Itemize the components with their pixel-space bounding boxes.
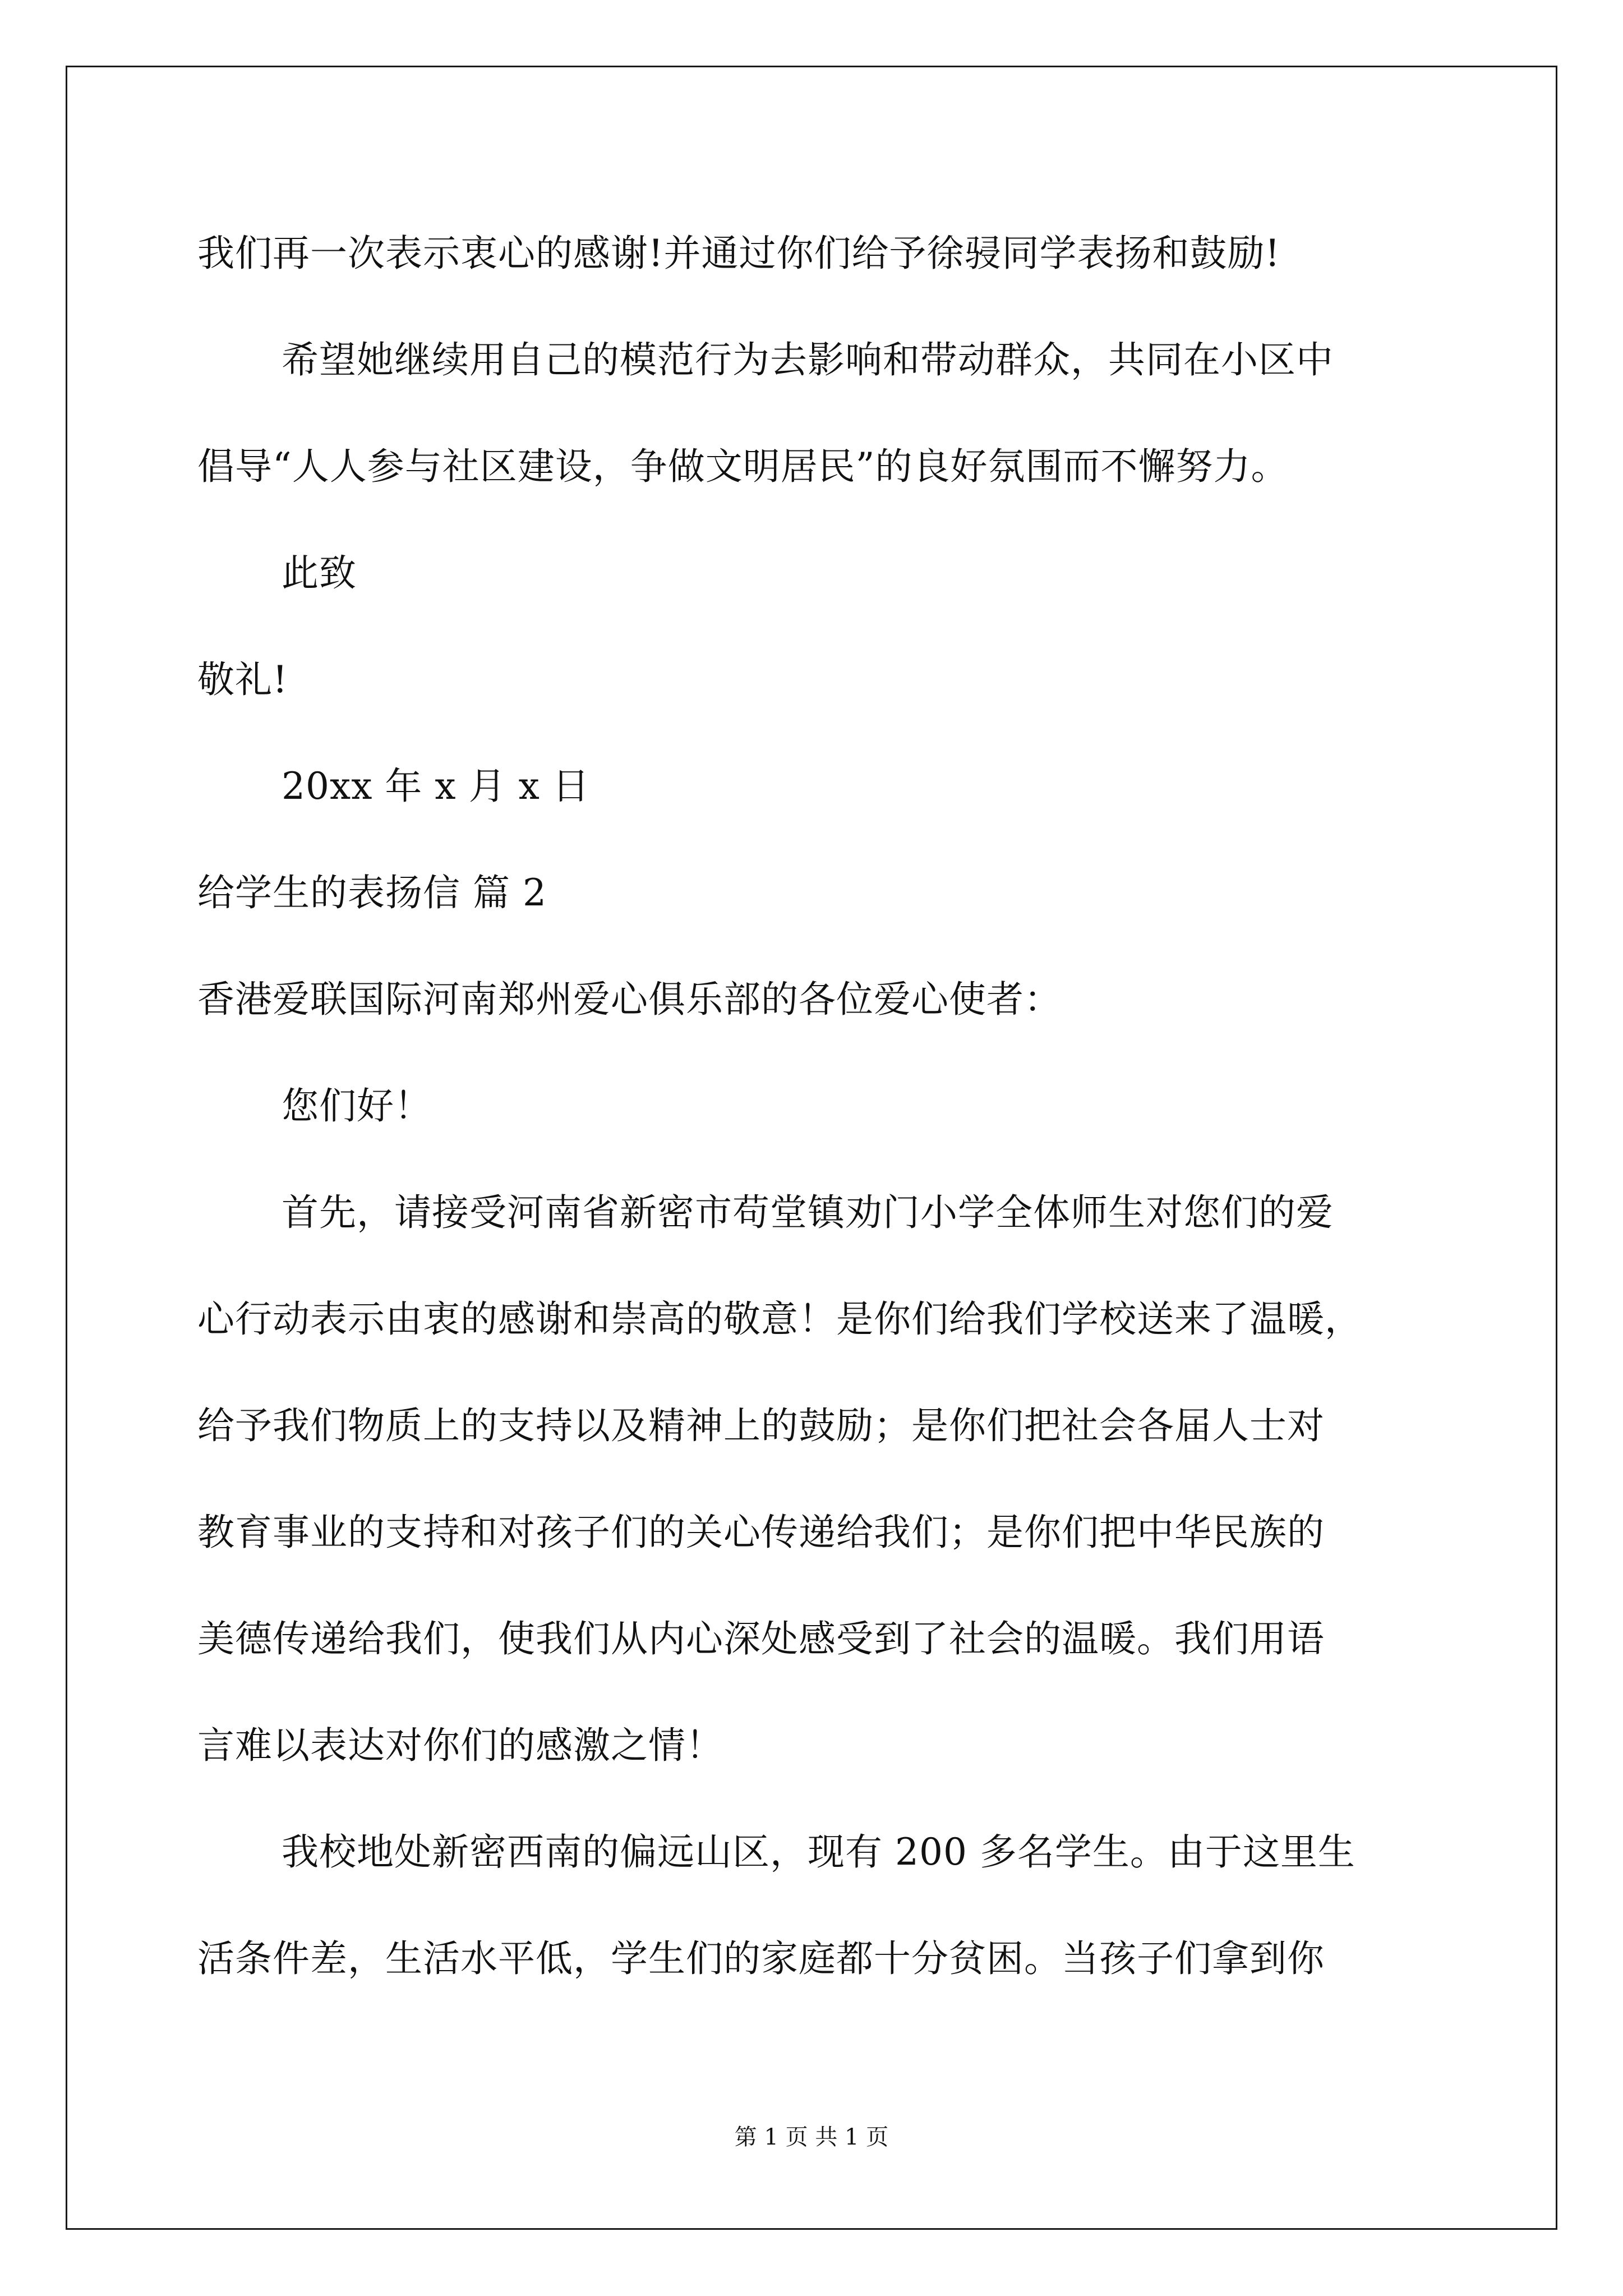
text-line: 言难以表达对你们的感激之情！ bbox=[197, 1724, 723, 1767]
date-line: 20xx 年 x 月 x 日 bbox=[282, 765, 590, 808]
text-line: 我校地处新密西南的偏远山区，现有 200 多名学生。由于这里生 bbox=[282, 1830, 1355, 1874]
text-line: 活条件差，生活水平低，学生们的家庭都十分贫困。当孩子们拿到你 bbox=[197, 1937, 1325, 1980]
text-line: 我们再一次表示衷心的感谢!并通过你们给予徐骎同学表扬和鼓励! bbox=[197, 232, 1281, 275]
text-line: 给予我们物质上的支持以及精神上的鼓励；是你们把社会各届人士对 bbox=[197, 1404, 1325, 1447]
page-border bbox=[66, 66, 1557, 2230]
page-footer: 第 1 页 共 1 页 bbox=[734, 2124, 889, 2150]
greeting: 您们好！ bbox=[282, 1084, 432, 1128]
text-line: 首先，请接受河南省新密市苟堂镇劝门小学全体师生对您们的爱 bbox=[282, 1191, 1334, 1234]
salutation: 敬礼! bbox=[197, 658, 288, 701]
text-line: 教育事业的支持和对孩子们的关心传递给我们；是你们把中华民族的 bbox=[197, 1511, 1325, 1554]
text-line: 希望她继续用自己的模范行为去影响和带动群众，共同在小区中 bbox=[282, 338, 1334, 381]
text-line: 心行动表示由衷的感谢和崇高的敬意！是你们给我们学校送来了温暖， bbox=[197, 1297, 1362, 1341]
text-line: 美德传递给我们，使我们从内心深处感受到了社会的温暖。我们用语 bbox=[197, 1617, 1325, 1660]
addressee: 香港爱联国际河南郑州爱心俱乐部的各位爱心使者： bbox=[197, 978, 1062, 1021]
section-heading: 给学生的表扬信 篇 2 bbox=[197, 871, 547, 914]
closing-phrase: 此致 bbox=[282, 551, 357, 595]
text-line: 倡导“人人参与社区建设，争做文明居民”的良好氛围而不懈努力。 bbox=[197, 445, 1289, 488]
